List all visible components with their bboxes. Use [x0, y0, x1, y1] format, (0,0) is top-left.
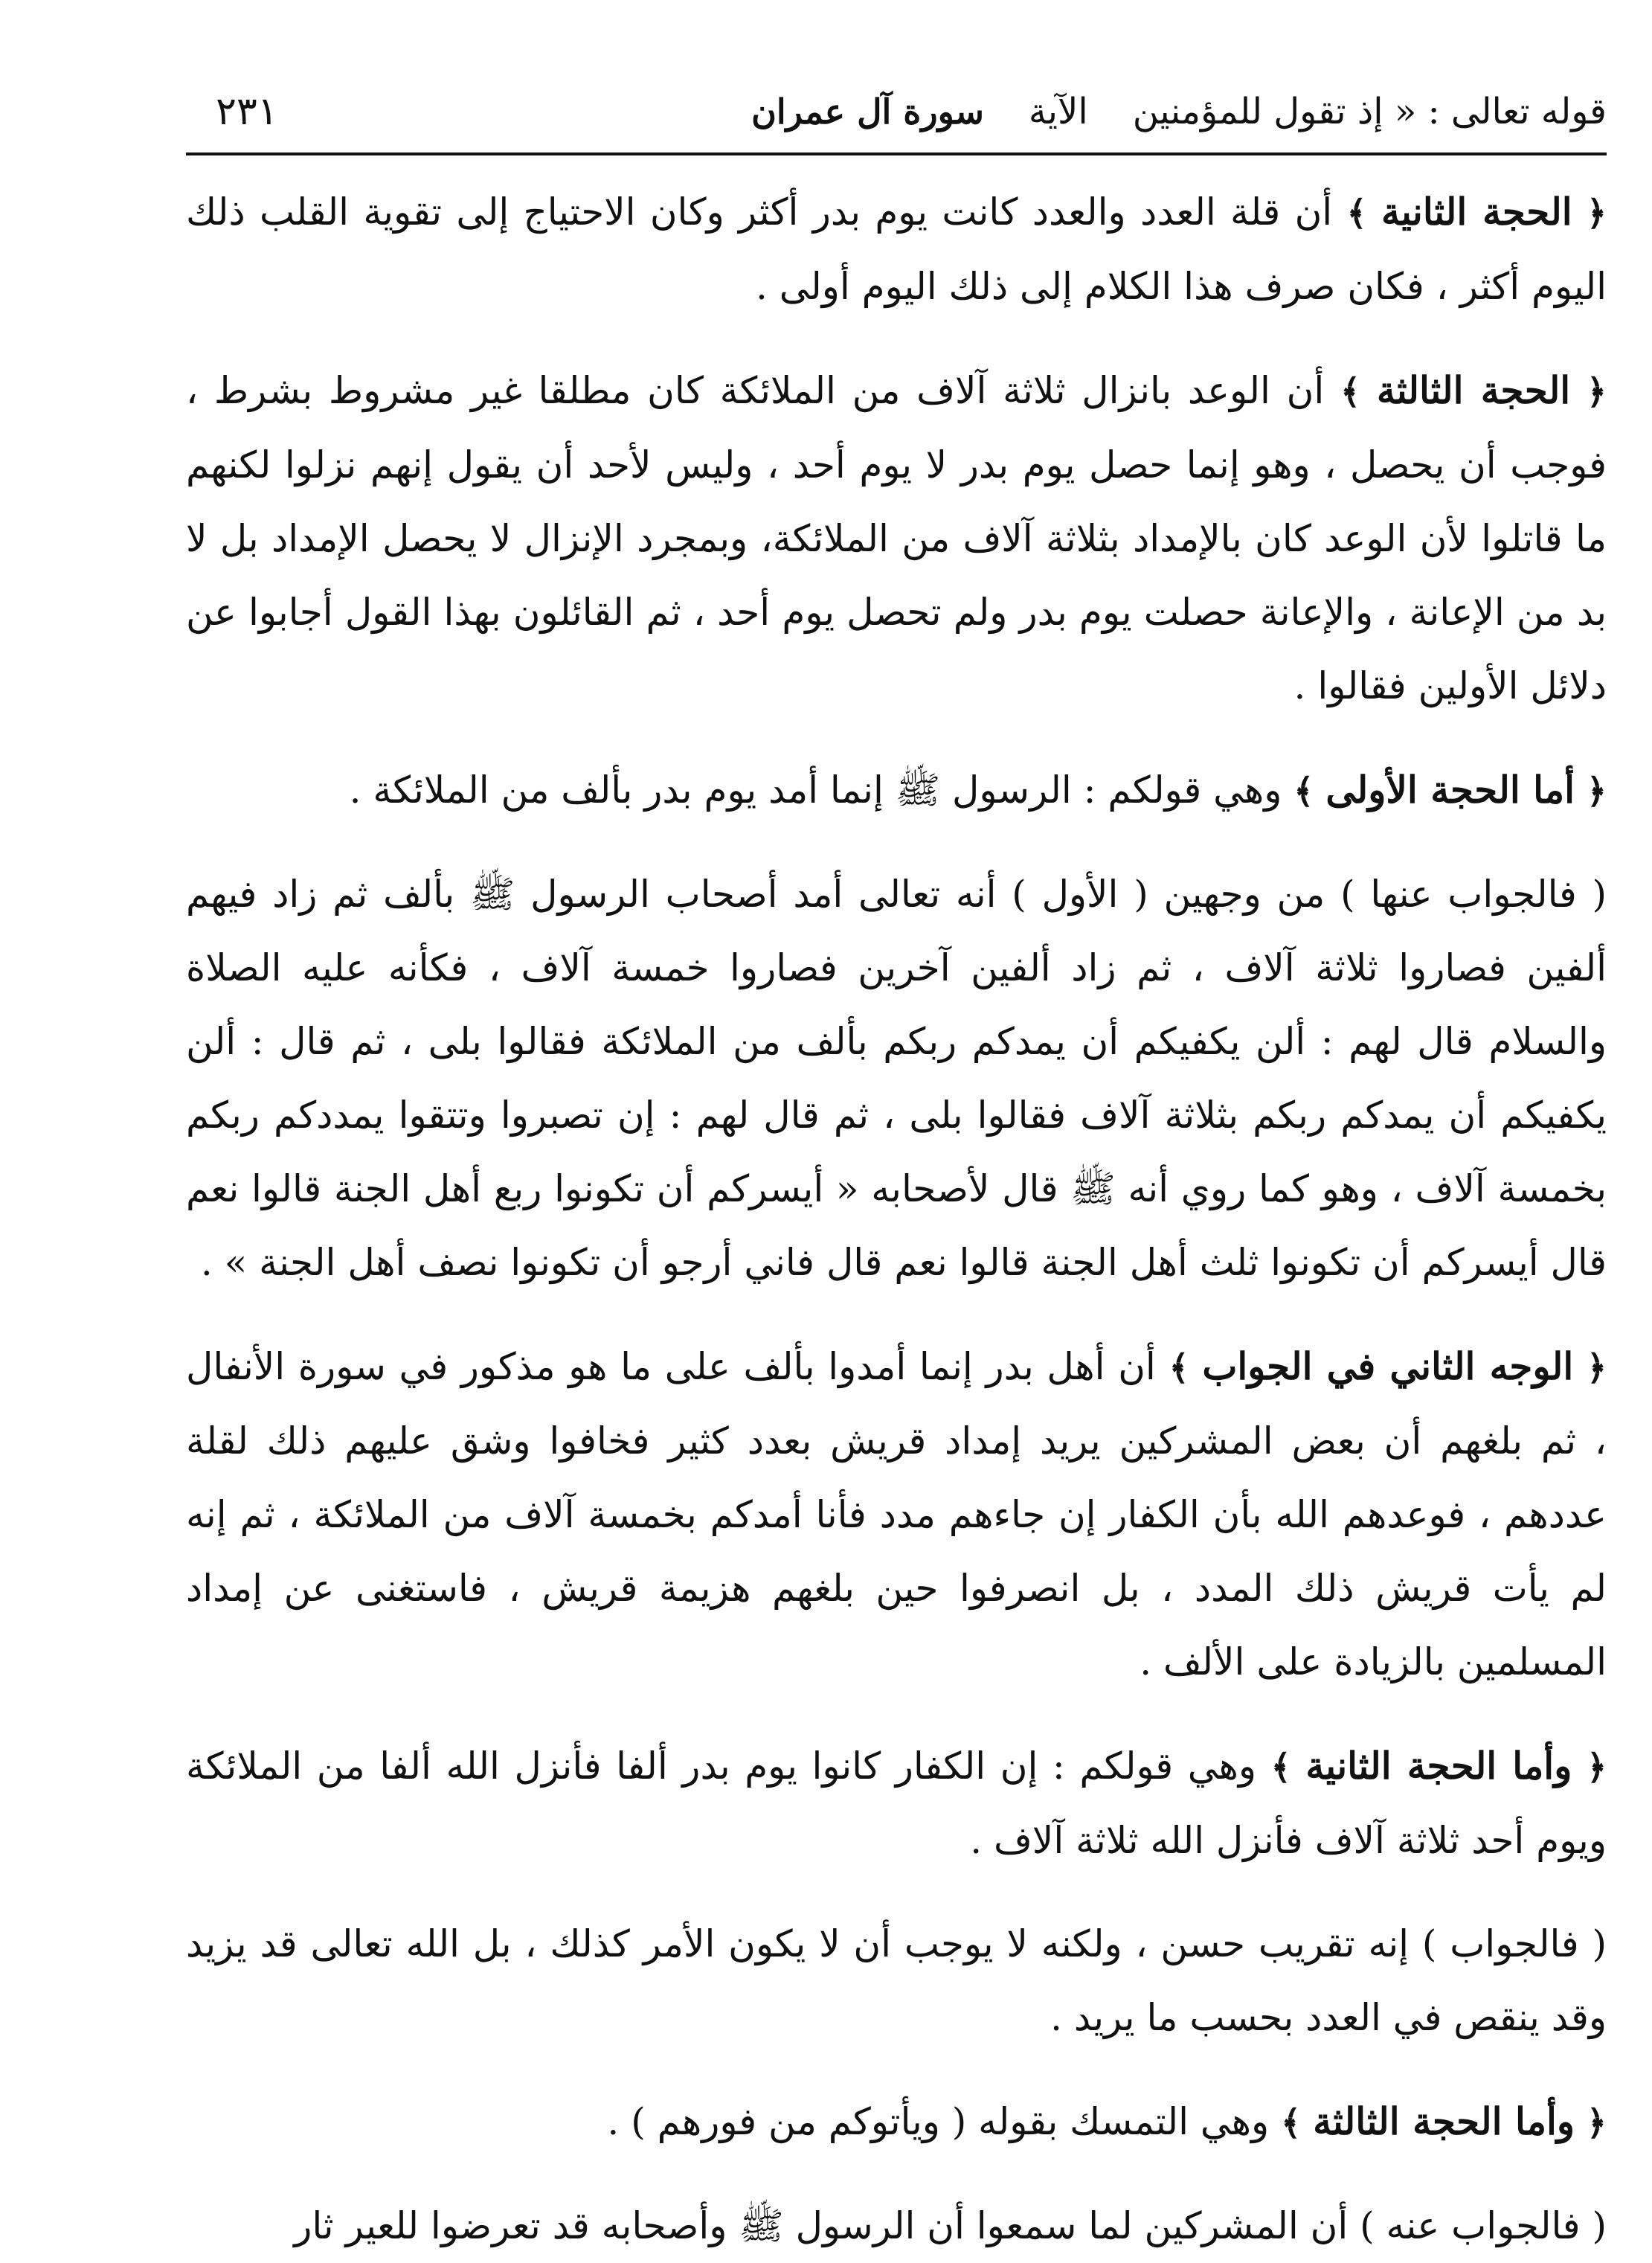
paragraph-text: ( فالجواب ) إنه تقريب حسن ، ولكنه لا يوجب أن لا يكون الأمر كذلك ، بل الله تعالى قد يزيد وقد ينقص في العدد بحسب ما يريد .: [186, 1922, 1607, 2039]
paragraph-9: [186, 2189, 1607, 2263]
paragraph-text: وهي التمسك بقوله ( ويأتوكم من فورهم ) .: [607, 2100, 1270, 2143]
page-header: [186, 71, 1607, 155]
header-verse-title: قوله تعالى : « إذ تقول للمؤمنين: [1132, 91, 1607, 132]
paragraph-1: ﴿ الحجة الثانية ﴾ أن قلة العدد والعدد كانت يوم بدر أكثر وكان الاحتياج إلى تقوية القلب ذلك اليوم أكثر ، فكان صرف هذا الكلام إلى ذلك اليوم أولى .: [186, 190, 1607, 308]
paragraph-lead: أما الحجة الأولى: [1325, 768, 1575, 812]
page-content: [186, 175, 1607, 2263]
paragraph-text: أن قلة العدد والعدد كانت يوم بدر أكثر وكان الاحتياج إلى تقوية القلب ذلك اليوم أكثر ، فكان صرف هذا الكلام إلى ذلك اليوم أولى .: [186, 190, 1607, 308]
paragraph-lead: وأما الحجة الثانية: [1305, 1744, 1572, 1788]
paragraph-lead: وأما الحجة الثالثة: [1313, 2099, 1575, 2143]
paragraph-3: ﴿ أما الحجة الأولى ﴾ وهي قولكم : الرسول ﷺ إنما أمد يوم بدر بألف من الملائكة .: [349, 768, 1607, 812]
paragraph-8: ﴿ وأما الحجة الثالثة ﴾ وهي التمسك بقوله ( ويأتوكم من فورهم ) .: [607, 2099, 1607, 2143]
paragraph-text: وهي قولكم : إن الكفار كانوا يوم بدر ألفا فأنزل الله ألفا من الملائكة ويوم أحد ثلاثة آلاف فأنزل الله ثلاثة آلاف .: [186, 1744, 1607, 1862]
paragraph-4: [186, 858, 1607, 1300]
paragraph-text: وهي قولكم : الرسول ﷺ إنما أمد يوم بدر بألف من الملائكة .: [349, 768, 1282, 812]
paragraph-5: ﴿ الوجه الثاني في الجواب ﴾ أن أهل بدر إنما أمدوا بألف على ما هو مذكور في سورة الأنفال ، ثم بلغهم أن بعض المشركين يريد إمداد قريش بعدد كثير فخافوا وشق عليهم ذلك لقلة عددهم ، فوعدهم الله بأن الكفار إن جاءهم مدد فأنا أمدكم بخمسة آلاف من الملائكة ، ثم إنه لم يأت قريش ذلك المدد ، بل انصرفوا حين بلغهم هزيمة قريش ، فاستغنى عن إمداد المسلمين بالزيادة على الألف .: [186, 1344, 1607, 1683]
paragraph-2: ﴿ الحجة الثالثة ﴾ أن الوعد بانزال ثلاثة آلاف من الملائكة كان مطلقا غير مشروط بشرط ، فوجب أن يحصل ، وهو إنما حصل يوم بدر لا يوم أحد ، وليس لأحد أن يقول إنهم نزلوا لكنهم ما قاتلوا لأن الوعد كان بالإمداد بثلاثة آلاف من الملائكة، وبمجرد الإنزال لا يحصل الإمداد بل لا بد من الإعانة ، والإعانة حصلت يوم بدر ولم تحصل يوم أحد ، ثم القائلون بهذا القول أجابوا عن دلائل الأولين فقالوا .: [186, 368, 1607, 707]
paragraph-7: [186, 1907, 1607, 2055]
book-page: [186, 71, 1607, 2247]
header-title-group: [751, 91, 1607, 132]
page-number: ٢٣١: [216, 89, 278, 134]
paragraph-text: أن أهل بدر إنما أمدوا بألف على ما هو مذكور في سورة الأنفال ، ثم بلغهم أن بعض المشركين يريد إمداد قريش بعدد كثير فخافوا وشق عليهم ذلك لقلة عددهم ، فوعدهم الله بأن الكفار إن جاءهم مدد فأنا أمدكم بخمسة آلاف من الملائكة ، ثم إنه لم يأت قريش ذلك المدد ، بل انصرفوا حين بلغهم هزيمة قريش ، فاستغنى عن إمداد المسلمين بالزيادة على الألف .: [186, 1345, 1607, 1683]
paragraph-lead: الوجه الثاني في الجواب: [1202, 1344, 1574, 1388]
header-verse-suffix: الآية: [1028, 91, 1088, 132]
paragraph-6: ﴿ وأما الحجة الثانية ﴾ وهي قولكم : إن الكفار كانوا يوم بدر ألفا فأنزل الله ألفا من الملائكة ويوم أحد ثلاثة آلاف فأنزل الله ثلاثة آلاف .: [186, 1744, 1607, 1862]
paragraph-lead: الحجة الثانية: [1381, 190, 1572, 234]
paragraph-lead: الحجة الثالثة: [1376, 368, 1571, 412]
paragraph-text: أن الوعد بانزال ثلاثة آلاف من الملائكة كان مطلقا غير مشروط بشرط ، فوجب أن يحصل ، وهو إنما حصل يوم بدر لا يوم أحد ، وليس لأحد أن يقول إنهم نزلوا لكنهم ما قاتلوا لأن الوعد كان بالإمداد بثلاثة آلاف من الملائكة، وبمجرد الإنزال لا يحصل الإمداد بل لا بد من الإعانة ، والإعانة حصلت يوم بدر ولم تحصل يوم أحد ، ثم القائلون بهذا القول أجابوا عن دلائل الأولين فقالوا .: [186, 369, 1607, 707]
paragraph-text: ( فالجواب عنها ) من وجهين ( الأول ) أنه تعالى أمد أصحاب الرسول ﷺ بألف ثم زاد فيهم ألفين فصاروا ثلاثة آلاف ، ثم زاد ألفين آخرين فصاروا خمسة آلاف ، فكأنه عليه الصلاة والسلام قال لهم : ألن يكفيكم أن يمدكم ربكم بألف من الملائكة فقالوا بلى ، ثم قال : ألن يكفيكم أن يمدكم ربكم بثلاثة آلاف فقالوا بلى ، ثم قال لهم : إن تصبروا وتتقوا يمددكم ربكم بخمسة آلاف ، وهو كما روي أنه ﷺ قال لأصحابه « أيسركم أن تكونوا ربع أهل الجنة قالوا نعم قال أيسركم أن تكونوا ثلث أهل الجنة قالوا نعم قال فاني أرجو أن تكونوا نصف أهل الجنة » .: [186, 873, 1607, 1284]
paragraph-text: ( فالجواب عنه ) أن المشركين لما سمعوا أن الرسول ﷺ وأصحابه قد تعرضوا للعير ثار: [294, 2204, 1607, 2247]
header-surah-name: سورة آل عمران: [751, 92, 984, 132]
